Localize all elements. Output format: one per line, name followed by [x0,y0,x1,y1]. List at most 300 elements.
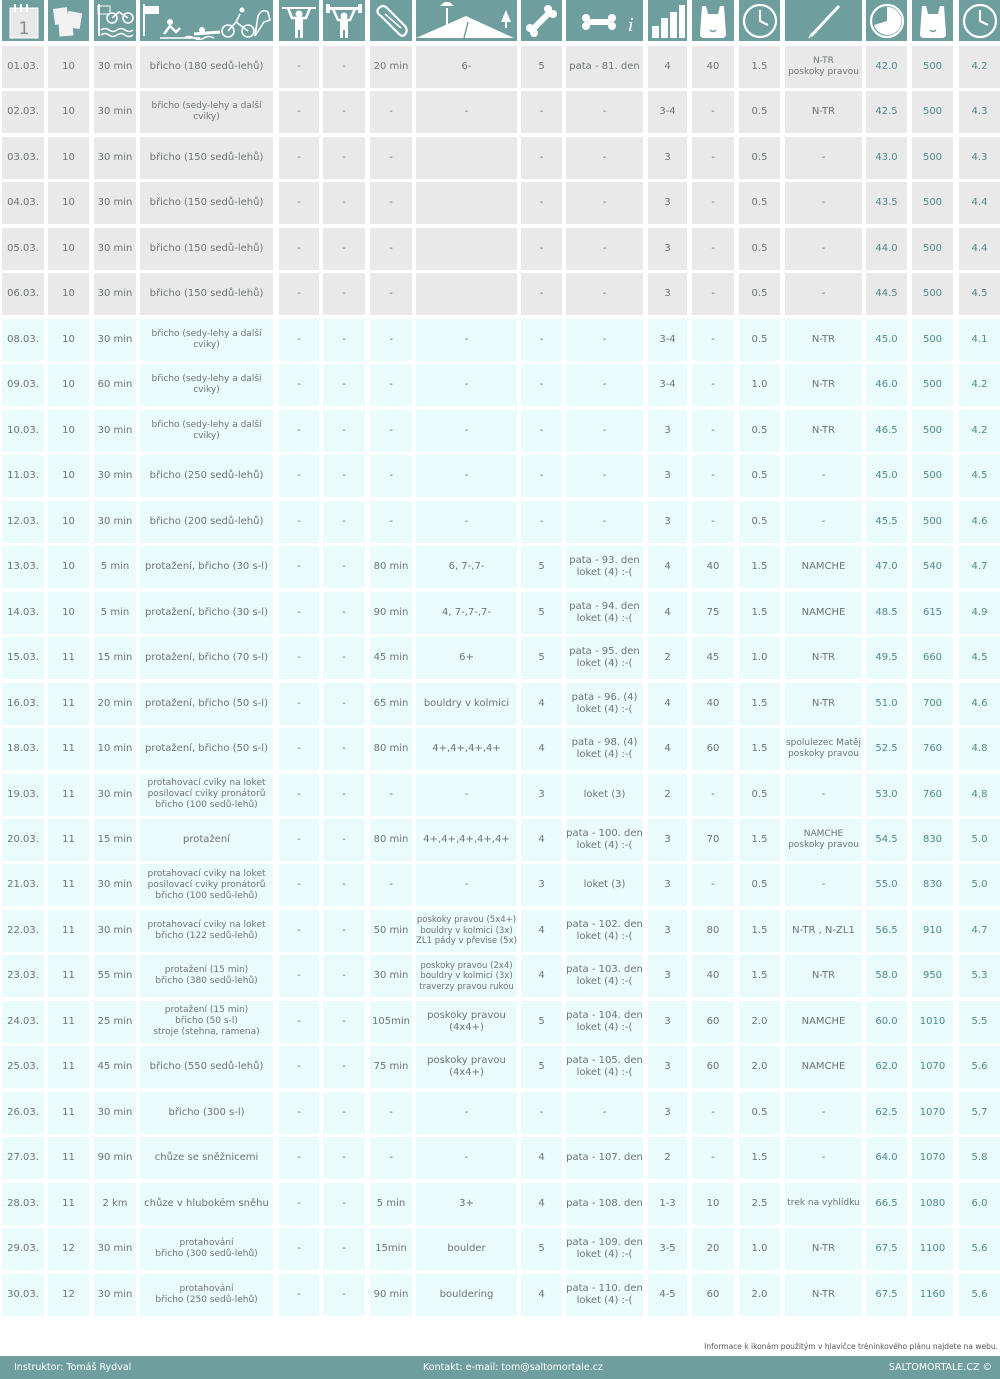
cell-col-5: - [279,637,319,679]
cell-col-11: 2 [648,1137,687,1179]
cell-col-12: 10 [692,1183,734,1225]
cell-col-17: 4.2 [959,410,1000,452]
cell-climb-time: - [370,319,412,361]
cell-col-6: - [323,910,365,952]
table-row [0,546,1000,588]
cell-col-16: 540 [912,546,953,588]
cell-col-13: 2.0 [739,1001,780,1043]
cell-col-12: 40 [692,683,734,725]
cell-climb-grades: poskoky pravou (4x4+) [416,1001,517,1043]
cell-col-17: 5.5 [959,1001,1000,1043]
cell-col-17: 4.6 [959,501,1000,543]
header-cell [140,0,273,41]
cell-col-5: - [279,774,319,816]
table-row [0,1001,1000,1043]
cell-col-9: 5 [521,637,562,679]
cell-date: 29.03. [2,1228,44,1270]
cell-col-15: 67.5 [866,1274,907,1316]
cell-col-12: - [692,455,734,497]
cell-col-13: 0.5 [739,410,780,452]
header-cell [959,0,1000,41]
cell-col-2: 12 [48,1228,89,1270]
header-cell [692,0,734,41]
cell-col-12: 40 [692,955,734,997]
cell-climb-time: - [370,228,412,270]
cell-climb-grades [416,228,517,270]
cell-col-5: - [279,1274,319,1316]
cell-col-17: 5.6 [959,1046,1000,1088]
cell-col-6: - [323,319,365,361]
cell-col-17: 4.9 [959,592,1000,634]
cell-date: 28.03. [2,1183,44,1225]
cell-duration: 30 min [94,46,136,88]
cell-col-9: - [521,455,562,497]
cell-activity: břicho (550 sedů-lehů) [140,1046,273,1088]
swim-bike-icon [95,2,135,40]
header-cell [739,0,780,41]
cell-col-5: - [279,501,319,543]
cell-partner-notes: N-TR [785,1274,862,1316]
table-row [0,364,1000,406]
cell-climb-grades: 6- [416,46,517,88]
cell-injury-notes: pata - 104. den loket (4) :-( [566,1001,643,1043]
cell-date: 12.03. [2,501,44,543]
cell-col-15: 55.0 [866,864,907,906]
cell-col-17: 4.2 [959,364,1000,406]
cell-col-9: - [521,182,562,224]
cell-col-17: 4.1 [959,319,1000,361]
cell-partner-notes: - [785,137,862,179]
table-row [0,683,1000,725]
cell-col-9: 5 [521,1001,562,1043]
cell-col-17: 4.2 [959,46,1000,88]
cell-col-2: 10 [48,46,89,88]
cell-col-17: 5.3 [959,955,1000,997]
cell-col-15: 58.0 [866,955,907,997]
cell-col-16: 910 [912,910,953,952]
cell-col-5: - [279,1228,319,1270]
cell-climb-grades: - [416,501,517,543]
cell-activity: protahovací cviky na loket posilovací cviky pronátorů břicho (100 sedů-lehů) [140,774,273,816]
cell-col-15: 42.5 [866,91,907,133]
cell-col-9: 5 [521,546,562,588]
cell-col-15: 44.5 [866,273,907,315]
cell-col-5: - [279,1046,319,1088]
cell-partner-notes: N-TR [785,955,862,997]
cell-col-13: 0.5 [739,319,780,361]
cell-col-9: - [521,319,562,361]
clock-icon [741,2,779,40]
cell-col-16: 830 [912,819,953,861]
cell-injury-notes: - [566,273,643,315]
header-cell [866,0,907,41]
cell-injury-notes: pata - 110. den loket (4) :-( [566,1274,643,1316]
cell-col-6: - [323,774,365,816]
cell-duration: 30 min [94,774,136,816]
cell-duration: 10 min [94,728,136,770]
cell-col-13: 1.5 [739,955,780,997]
cell-injury-notes: pata - 109. den loket (4) :-( [566,1228,643,1270]
cell-duration: 55 min [94,955,136,997]
cell-climb-time: 90 min [370,592,412,634]
cell-duration: 5 min [94,546,136,588]
cell-col-13: 0.5 [739,273,780,315]
bag-icon-2 [914,2,952,40]
cell-col-9: 4 [521,819,562,861]
cell-climb-time: 45 min [370,637,412,679]
cell-col-2: 11 [48,683,89,725]
cell-duration: 30 min [94,1228,136,1270]
cell-col-6: - [323,455,365,497]
table-row [0,1274,1000,1316]
cell-injury-notes: pata - 102. den loket (4) :-( [566,910,643,952]
cell-col-15: 47.0 [866,546,907,588]
cell-col-5: - [279,728,319,770]
cell-col-17: 4.4 [959,182,1000,224]
cell-climb-time: 65 min [370,683,412,725]
cell-date: 22.03. [2,910,44,952]
icon-info-note: Informace k ikonám použitým v hlavičce tréninkového plánu najdete na webu. [704,1342,998,1351]
cell-col-6: - [323,819,365,861]
cell-col-9: 4 [521,1137,562,1179]
cell-col-9: 4 [521,683,562,725]
footer-contact[interactable]: Kontakt: e-mail: tom@saltomortale.cz [423,1362,603,1373]
cell-col-15: 45.0 [866,319,907,361]
cell-climb-time: - [370,410,412,452]
cell-col-5: - [279,455,319,497]
cell-col-15: 42.0 [866,46,907,88]
cell-col-16: 500 [912,182,953,224]
header-cell [279,0,319,41]
cell-col-13: 1.5 [739,910,780,952]
cell-col-12: - [692,273,734,315]
cell-duration: 30 min [94,864,136,906]
cell-col-17: 4.7 [959,546,1000,588]
cell-col-11: 4 [648,683,687,725]
table-row [0,774,1000,816]
cell-duration: 30 min [94,410,136,452]
cell-col-9: 4 [521,1183,562,1225]
cell-col-15: 43.5 [866,182,907,224]
cell-duration: 30 min [94,455,136,497]
cell-col-2: 11 [48,1137,89,1179]
header-cell [48,0,89,41]
cell-col-6: - [323,501,365,543]
cell-injury-notes: loket (3) [566,864,643,906]
cell-injury-notes: pata - 95. den loket (4) :-( [566,637,643,679]
cell-col-16: 1100 [912,1228,953,1270]
cell-col-9: 4 [521,955,562,997]
cell-col-6: - [323,683,365,725]
cell-col-12: 40 [692,46,734,88]
cell-activity: břicho (sedy-lehy a další cviky) [140,364,273,406]
table-row [0,501,1000,543]
table-row [0,91,1000,133]
cell-activity: protažení, břicho (50 s-l) [140,683,273,725]
pie-clock-icon [867,2,907,40]
calendar-number: 1 [18,18,30,39]
cell-col-12: - [692,774,734,816]
cell-col-16: 950 [912,955,953,997]
cell-col-16: 500 [912,91,953,133]
cell-col-12: 80 [692,910,734,952]
cell-climb-time: - [370,182,412,224]
cell-col-17: 5.7 [959,1092,1000,1134]
cell-col-9: - [521,137,562,179]
cell-duration: 2 km [94,1183,136,1225]
cell-climb-grades: - [416,774,517,816]
cell-col-15: 62.5 [866,1092,907,1134]
cell-date: 15.03. [2,637,44,679]
cell-col-11: 3 [648,182,687,224]
table-row [0,1092,1000,1134]
cell-col-15: 54.5 [866,819,907,861]
cell-col-16: 1070 [912,1137,953,1179]
cell-climb-grades: - [416,410,517,452]
cell-col-15: 46.5 [866,410,907,452]
cell-col-13: 1.5 [739,728,780,770]
cell-col-16: 660 [912,637,953,679]
cell-col-6: - [323,728,365,770]
cell-col-6: - [323,46,365,88]
cell-col-5: - [279,182,319,224]
cell-col-16: 700 [912,683,953,725]
cell-col-9: - [521,1092,562,1134]
notes-icon [50,2,88,40]
cell-climb-time: - [370,137,412,179]
table-row [0,955,1000,997]
cell-date: 14.03. [2,592,44,634]
cell-col-13: 1.5 [739,46,780,88]
cell-injury-notes: pata - 93. den loket (4) :-( [566,546,643,588]
cell-col-6: - [323,1137,365,1179]
cell-date: 30.03. [2,1274,44,1316]
cell-activity: břicho (200 sedů-lehů) [140,501,273,543]
cell-injury-notes: pata - 96. (4) loket (4) :-( [566,683,643,725]
cell-col-17: 4.7 [959,910,1000,952]
cell-col-15: 51.0 [866,683,907,725]
cell-col-5: - [279,364,319,406]
cell-climb-grades: poskoky pravou (2x4) bouldry v kolmici (3x) traverzy pravou rukou [416,955,517,997]
cell-injury-notes: pata - 107. den [566,1137,643,1179]
cell-col-13: 0.5 [739,455,780,497]
cell-duration: 20 min [94,683,136,725]
cell-col-9: 4 [521,728,562,770]
cell-activity: břicho (150 sedů-lehů) [140,182,273,224]
cell-col-13: 0.5 [739,1092,780,1134]
cell-duration: 30 min [94,228,136,270]
cell-injury-notes: pata - 94. den loket (4) :-( [566,592,643,634]
cell-col-2: 12 [48,1274,89,1316]
cell-injury-notes: - [566,91,643,133]
cell-activity: břicho (150 sedů-lehů) [140,273,273,315]
cell-col-9: - [521,364,562,406]
cell-activity: protahování břicho (300 sedů-lehů) [140,1228,273,1270]
cell-col-15: 66.5 [866,1183,907,1225]
cell-col-13: 2.0 [739,1274,780,1316]
cell-partner-notes: - [785,228,862,270]
cell-col-11: 3 [648,864,687,906]
cell-col-2: 11 [48,1183,89,1225]
cell-col-2: 11 [48,1046,89,1088]
bone-icon [522,2,562,40]
cell-climb-grades: 6+ [416,637,517,679]
cell-partner-notes: N-TR poskoky pravou [785,46,862,88]
cell-partner-notes: spolulezec Matěj poskoky pravou [785,728,862,770]
cell-col-11: 3-5 [648,1228,687,1270]
cell-col-17: 4.3 [959,137,1000,179]
cell-col-11: 3-4 [648,319,687,361]
cell-col-5: - [279,683,319,725]
cell-col-9: 5 [521,1046,562,1088]
cell-climb-grades: poskoky pravou (4x4+) [416,1046,517,1088]
cell-activity: protažení (15 min) břicho (380 sedů-lehů) [140,955,273,997]
triathlon-icon [140,2,273,40]
cell-duration: 30 min [94,182,136,224]
cell-activity: protahovací cviky na loket posilovací cviky pronátorů břicho (100 sedů-lehů) [140,864,273,906]
cell-partner-notes: - [785,455,862,497]
cell-duration: 25 min [94,1001,136,1043]
cell-col-2: 10 [48,273,89,315]
cell-partner-notes: NAMCHE poskoky pravou [785,819,862,861]
cell-climb-grades: - [416,864,517,906]
cell-duration: 30 min [94,91,136,133]
cell-col-16: 760 [912,774,953,816]
cell-climb-grades: bouldry v kolmici [416,683,517,725]
climbing-wall-icon [416,2,517,40]
cell-col-2: 10 [48,410,89,452]
cell-climb-grades: poskoky pravou (5x4+) bouldry v kolmici (3x) ZL1 pády v převise (5x) [416,910,517,952]
carabiner-icon [371,2,411,40]
cell-col-2: 10 [48,319,89,361]
cell-climb-time: 5 min [370,1183,412,1225]
cell-col-6: - [323,410,365,452]
svg-text:i: i [628,14,634,36]
cell-climb-time: - [370,864,412,906]
cell-col-16: 830 [912,864,953,906]
cell-climb-grades [416,182,517,224]
cell-climb-grades: 4+,4+,4+,4+ [416,728,517,770]
cell-col-2: 10 [48,364,89,406]
cell-col-15: 45.5 [866,501,907,543]
cell-col-11: 4-5 [648,1274,687,1316]
cell-col-15: 67.5 [866,1228,907,1270]
cell-climb-time: 105min [370,1001,412,1043]
cell-climb-time: 20 min [370,46,412,88]
cell-col-6: - [323,1092,365,1134]
cell-col-9: 3 [521,774,562,816]
cell-date: 11.03. [2,455,44,497]
cell-injury-notes: - [566,364,643,406]
cell-injury-notes: pata - 100. den loket (4) :-( [566,819,643,861]
cell-col-2: 11 [48,955,89,997]
cell-date: 02.03. [2,91,44,133]
table-header [0,0,1000,43]
cell-col-16: 500 [912,273,953,315]
cell-date: 05.03. [2,228,44,270]
cell-duration: 30 min [94,1092,136,1134]
cell-col-2: 11 [48,728,89,770]
cell-climb-time: - [370,273,412,315]
weights-icon [324,2,364,40]
cell-col-16: 500 [912,137,953,179]
cell-col-16: 500 [912,228,953,270]
cell-col-2: 11 [48,637,89,679]
cell-partner-notes: - [785,774,862,816]
table-row [0,864,1000,906]
cell-col-12: 70 [692,819,734,861]
cell-col-2: 11 [48,1001,89,1043]
table-row [0,455,1000,497]
cell-duration: 30 min [94,319,136,361]
cell-injury-notes: pata - 98. (4) loket (4) :-( [566,728,643,770]
cell-col-17: 4.6 [959,683,1000,725]
cell-partner-notes: - [785,1137,862,1179]
cell-col-13: 0.5 [739,228,780,270]
cell-date: 21.03. [2,864,44,906]
table-row [0,273,1000,315]
cell-duration: 30 min [94,501,136,543]
cell-date: 13.03. [2,546,44,588]
cell-col-13: 1.0 [739,1228,780,1270]
cell-col-16: 500 [912,319,953,361]
cell-col-12: - [692,864,734,906]
cell-col-12: - [692,1137,734,1179]
cell-col-17: 6.0 [959,1183,1000,1225]
footer-site[interactable]: SALTOMORTALE.CZ © [888,1362,992,1373]
cell-col-15: 43.0 [866,137,907,179]
cell-col-12: 40 [692,546,734,588]
cell-col-17: 5.8 [959,1137,1000,1179]
cell-col-15: 64.0 [866,1137,907,1179]
cell-col-6: - [323,1228,365,1270]
cell-col-11: 3 [648,137,687,179]
cell-col-12: 45 [692,637,734,679]
cell-duration: 15 min [94,637,136,679]
cell-col-16: 1010 [912,1001,953,1043]
header-cell [2,0,44,41]
cell-climb-grades [416,273,517,315]
header-cell [648,0,687,41]
cell-col-12: - [692,501,734,543]
cell-partner-notes: - [785,1092,862,1134]
cell-col-2: 10 [48,137,89,179]
cell-date: 04.03. [2,182,44,224]
cell-date: 01.03. [2,46,44,88]
cell-col-16: 615 [912,592,953,634]
header-cell [323,0,365,41]
cell-activity: chůze se sněžnicemi [140,1137,273,1179]
header-cell [521,0,562,41]
cell-duration: 90 min [94,1137,136,1179]
cell-col-6: - [323,364,365,406]
cell-col-12: - [692,182,734,224]
cell-col-15: 53.0 [866,774,907,816]
cell-col-15: 49.5 [866,637,907,679]
cell-duration: 15 min [94,819,136,861]
table-row [0,1137,1000,1179]
cell-col-17: 5.0 [959,864,1000,906]
cell-date: 20.03. [2,819,44,861]
cell-col-5: - [279,546,319,588]
cell-col-5: - [279,819,319,861]
cell-climb-grades: boulder [416,1228,517,1270]
cell-col-16: 760 [912,728,953,770]
cell-col-2: 10 [48,455,89,497]
cell-col-13: 0.5 [739,774,780,816]
cell-col-12: 60 [692,1274,734,1316]
cell-col-16: 1070 [912,1046,953,1088]
